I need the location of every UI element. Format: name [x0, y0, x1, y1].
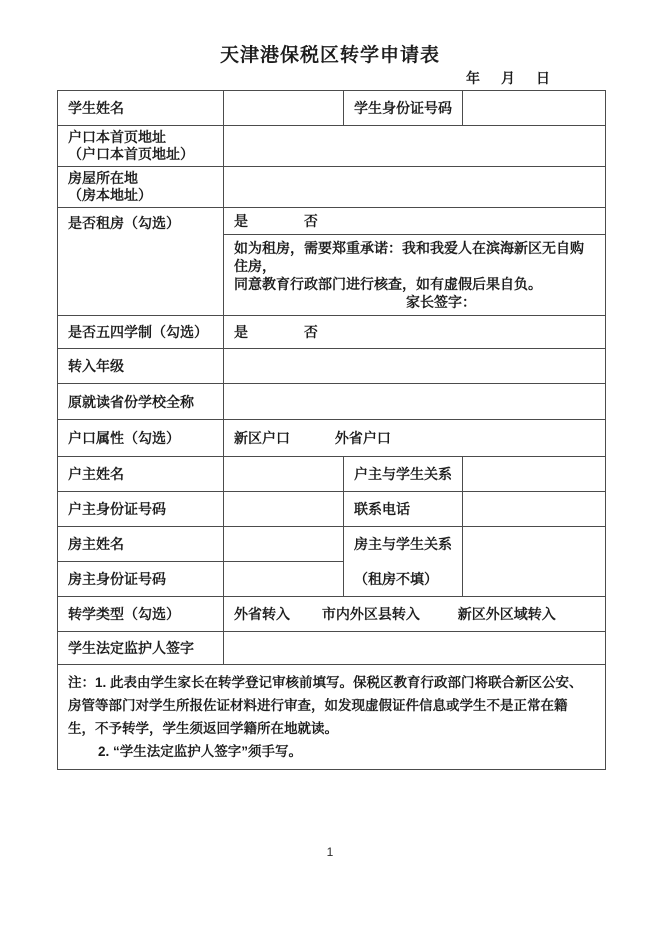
transfer-type-option-xinqu[interactable]: 新区外区域转入 — [457, 606, 556, 622]
page-number: 1 — [326, 845, 334, 859]
house-location-value-cell[interactable] — [224, 167, 606, 208]
note-line4: 2. “学生法定监护人签字”须手写。 — [98, 744, 303, 759]
house-location-label-line2: （房本地址） — [68, 187, 152, 203]
contact-phone-label: 联系电话 — [344, 492, 463, 527]
five-four-yes-option[interactable]: 是 — [234, 324, 248, 340]
contact-phone-value-cell[interactable] — [463, 492, 606, 527]
note-line3: 生，不予转学，学生须返回学籍所在地就读。 — [68, 721, 338, 736]
row-transfer-type — [58, 597, 606, 632]
guardian-signature-value-cell[interactable] — [224, 632, 606, 665]
transfer-grade-value-cell[interactable] — [224, 349, 606, 384]
hukou-type-option-xinqu[interactable]: 新区户口 — [234, 430, 290, 446]
original-school-label: 原就读省份学校全称 — [58, 384, 224, 420]
homeowner-relation-value-cell[interactable] — [463, 527, 606, 597]
date-year-label: 年 — [466, 70, 480, 86]
row-householder-name — [58, 457, 606, 492]
homeowner-id-value-cell[interactable] — [224, 562, 344, 597]
householder-id-label: 户主身份证号码 — [58, 492, 224, 527]
note-line1: 注：1. 此表由学生家长在转学登记审核前填写。保税区教育行政部门将联合新区公安、 — [68, 675, 583, 690]
row-original-school — [58, 384, 606, 420]
homeowner-relation-label-line2: （租房不填） — [354, 571, 438, 587]
transfer-type-option-shinei[interactable]: 市内外区县转入 — [321, 606, 420, 622]
transfer-type-option-waisheng[interactable]: 外省转入 — [234, 606, 290, 622]
note-cell — [58, 665, 606, 770]
householder-id-value-cell[interactable] — [224, 492, 344, 527]
transfer-application-table — [57, 90, 606, 770]
note-line2: 房管等部门对学生所报佐证材料进行审查，如发现虚假证件信息或学生不是正常在籍 — [68, 698, 568, 713]
rent-promise-line2: 同意教育行政部门进行核查，如有虚假后果自负。 — [234, 276, 542, 292]
is-renting-options-cell — [224, 208, 606, 235]
hukou-type-options-cell — [224, 420, 606, 457]
householder-name-label: 户主姓名 — [58, 457, 224, 492]
row-hukou-type — [58, 420, 606, 457]
hukou-address-label-line1: 户口本首页地址 — [68, 129, 166, 145]
hukou-address-value-cell[interactable] — [224, 126, 606, 167]
row-is-renting — [58, 208, 606, 235]
student-name-value-cell[interactable] — [224, 91, 344, 126]
hukou-address-label-line2: （户口本首页地址） — [68, 146, 194, 162]
row-transfer-grade — [58, 349, 606, 384]
hukou-type-option-waisheng[interactable]: 外省户口 — [334, 430, 391, 446]
householder-relation-label: 户主与学生关系 — [344, 457, 463, 492]
date-month-label: 月 — [501, 70, 515, 86]
homeowner-name-label: 房主姓名 — [58, 527, 224, 562]
student-id-value-cell[interactable] — [463, 91, 606, 126]
house-location-label-line1: 房屋所在地 — [68, 170, 138, 186]
original-school-value-cell[interactable] — [224, 384, 606, 420]
guardian-signature-label: 学生法定监护人签字 — [58, 632, 224, 665]
transfer-type-label: 转学类型（勾选） — [58, 597, 224, 632]
date-day-label: 日 — [536, 70, 550, 86]
rent-promise-cell — [224, 235, 606, 316]
parent-signature-label: 家长签字： — [406, 294, 476, 310]
row-student-name — [58, 91, 606, 126]
date-line — [466, 68, 550, 88]
row-householder-id — [58, 492, 606, 527]
hukou-type-label: 户口属性（勾选） — [58, 420, 224, 457]
row-house-location — [58, 167, 606, 208]
student-id-label: 学生身份证号码 — [344, 91, 463, 126]
house-location-label — [58, 167, 224, 208]
five-four-no-option[interactable]: 否 — [303, 324, 318, 340]
row-hukou-address — [58, 126, 606, 167]
householder-relation-value-cell[interactable] — [463, 457, 606, 492]
homeowner-relation-label — [344, 527, 463, 597]
rent-promise-line1: 如为租房，需要郑重承诺：我和我爱人在滨海新区无自购住房， — [234, 240, 584, 274]
five-four-options-cell — [224, 316, 606, 349]
row-guardian-signature — [58, 632, 606, 665]
renting-yes-option[interactable]: 是 — [234, 213, 248, 229]
transfer-grade-label: 转入年级 — [58, 349, 224, 384]
householder-name-value-cell[interactable] — [224, 457, 344, 492]
homeowner-relation-label-line1: 房主与学生关系 — [354, 536, 452, 552]
five-four-label: 是否五四学制（勾选） — [58, 316, 224, 349]
is-renting-label: 是否租房（勾选） — [58, 208, 224, 316]
homeowner-name-value-cell[interactable] — [224, 527, 344, 562]
row-note — [58, 665, 606, 770]
row-homeowner-name — [58, 527, 606, 562]
page-title: 天津港保税区转学申请表 — [219, 45, 440, 66]
hukou-address-label — [58, 126, 224, 167]
transfer-type-options-cell — [224, 597, 606, 632]
homeowner-id-label: 房主身份证号码 — [58, 562, 224, 597]
row-five-four-system — [58, 316, 606, 349]
student-name-label: 学生姓名 — [58, 91, 224, 126]
renting-no-option[interactable]: 否 — [303, 213, 318, 229]
